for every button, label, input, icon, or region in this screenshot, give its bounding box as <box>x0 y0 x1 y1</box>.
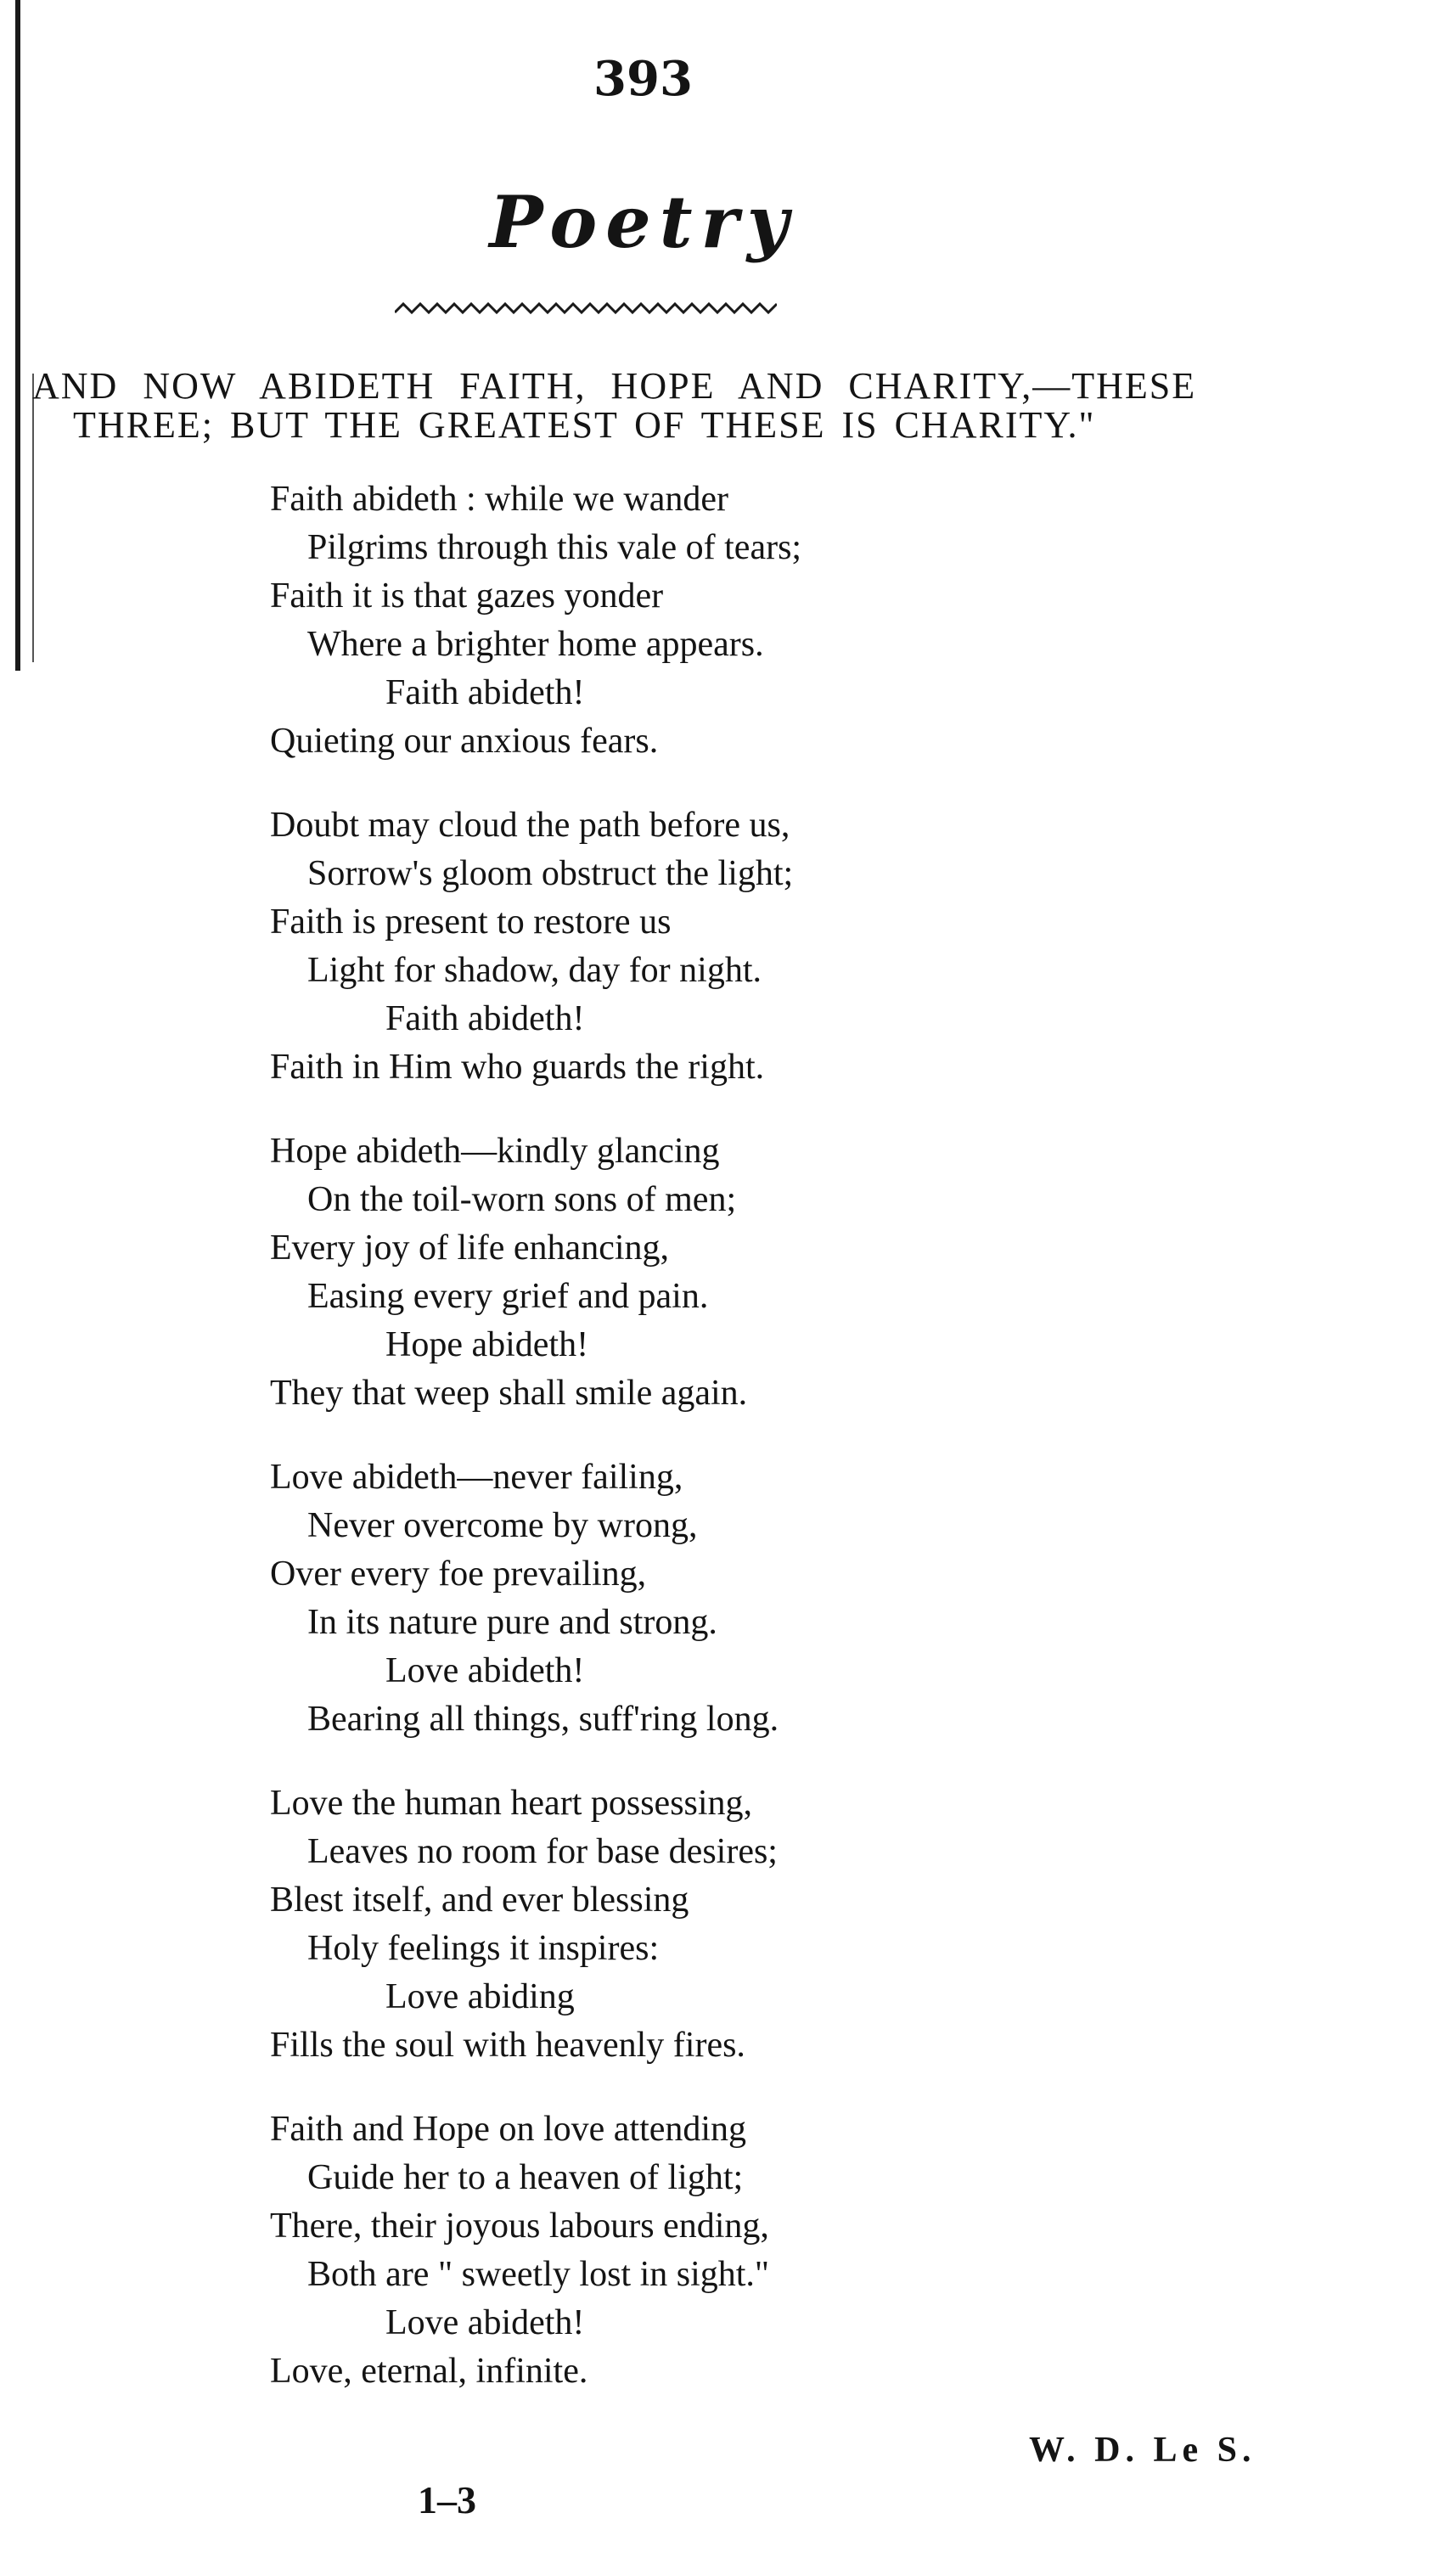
poem-line: Sorrow's gloom obstruct the light; <box>307 854 794 893</box>
epigraph <box>32 367 1331 445</box>
poem-line: Every joy of life enhancing, <box>270 1228 669 1268</box>
ornament-divider <box>395 299 777 318</box>
stanza-3 <box>270 1127 1204 1418</box>
poem-line: Where a brighter home appears. <box>307 625 764 664</box>
poem-line: Pilgrims through this vale of tears; <box>307 528 802 567</box>
stanza-6 <box>270 2105 1204 2396</box>
poem-line: Leaves no room for base desires; <box>307 1832 778 1871</box>
poem-line: Love the human heart possessing, <box>270 1784 753 1823</box>
section-title: Poetry <box>489 180 797 264</box>
printer-signature-mark: 1–3 <box>418 2478 476 2521</box>
poem-line: Faith abideth! <box>385 673 585 712</box>
poem-line: They that weep shall smile again. <box>270 1374 748 1413</box>
poem-line: Over every foe prevailing, <box>270 1554 647 1594</box>
poem-line: Doubt may cloud the path before us, <box>270 806 790 845</box>
poem-line: Guide her to a heaven of light; <box>307 2158 744 2197</box>
poem-line: Faith and Hope on love attending <box>270 2110 747 2149</box>
poem-line: Love, eternal, infinite. <box>270 2352 588 2391</box>
stanza-2 <box>270 801 1204 1092</box>
poem-line: On the toil-worn sons of men; <box>307 1180 737 1219</box>
poem-line: Fills the soul with heavenly fires. <box>270 2026 745 2065</box>
poem-line: Quieting our anxious fears. <box>270 722 659 761</box>
poem-line: Easing every grief and pain. <box>307 1277 709 1316</box>
poem-line: There, their joyous labours ending, <box>270 2207 769 2246</box>
poem <box>270 475 1204 2432</box>
author-signature: W. D. Le S. <box>1029 2431 1256 2470</box>
poem-line: Bearing all things, suff'ring long. <box>307 1700 779 1739</box>
poem-line: Both are " sweetly lost in sight." <box>307 2255 770 2294</box>
poem-line: Hope abideth! <box>385 1325 589 1364</box>
poem-line: Love abideth—never failing, <box>270 1458 683 1497</box>
poem-line: Never overcome by wrong, <box>307 1506 698 1545</box>
poem-line: Faith abideth! <box>385 999 585 1038</box>
poem-line: Holy feelings it inspires: <box>307 1929 660 1968</box>
poem-line: Love abideth! <box>385 2303 585 2342</box>
page-number: 393 <box>593 51 693 107</box>
poem-line: Blest itself, and ever blessing <box>270 1881 689 1920</box>
stanza-1 <box>270 475 1204 766</box>
poem-line: Hope abideth—kindly glancing <box>270 1132 720 1171</box>
epigraph-line-2: THREE; BUT THE GREATEST OF THESE IS CHARITY." <box>73 404 1096 446</box>
poem-line: Faith abideth : while we wander <box>270 480 729 519</box>
poem-line: Faith it is that gazes yonder <box>270 576 664 616</box>
epigraph-line-1: AND NOW ABIDETH FAITH, HOPE AND CHARITY,—THESE <box>32 365 1197 407</box>
poem-line: Faith in Him who guards the right. <box>270 1048 765 1087</box>
poem-line: Love abiding <box>385 1977 575 2016</box>
poem-line: Faith is present to restore us <box>270 902 672 942</box>
poem-line: Light for shadow, day for night. <box>307 951 762 990</box>
poem-line: Love abideth! <box>385 1651 585 1690</box>
stanza-4 <box>270 1453 1204 1744</box>
stanza-5 <box>270 1779 1204 2070</box>
poem-line: In its nature pure and strong. <box>307 1603 717 1642</box>
